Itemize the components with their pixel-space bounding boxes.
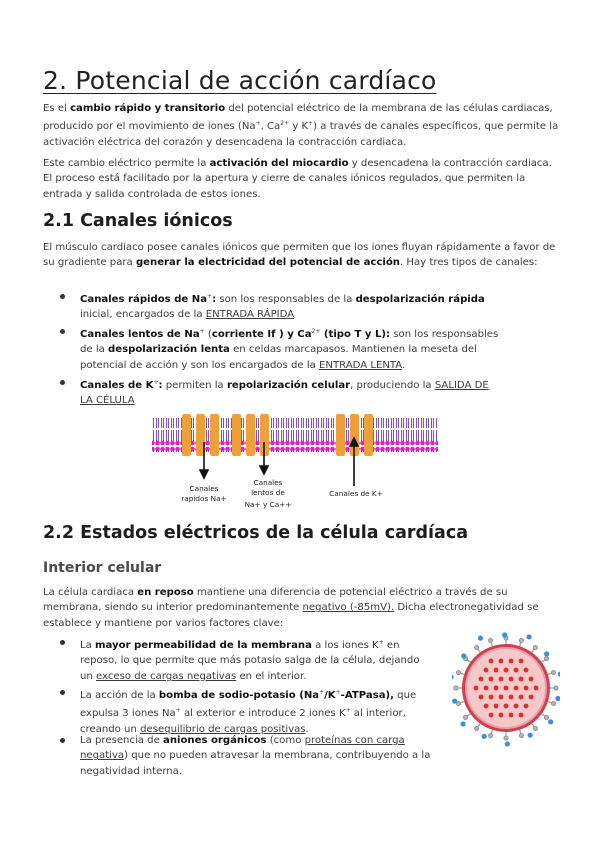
inner-ion <box>489 659 494 664</box>
inner-ion <box>499 713 504 718</box>
section-heading-canales: 2.1 Canales iónicos <box>43 211 233 231</box>
membrane-spike-head <box>544 715 548 719</box>
inner-ion <box>489 713 494 718</box>
outer-ion <box>461 653 466 658</box>
inner-ion <box>524 686 529 691</box>
list-item: Canales lentos de Na+ (corriente If ) y $Ca^{2+}$ (tipo T y L): son los responsables de la despolarización lenta en celdas marcapasos. Mantienen la meseta del potencial de acción y son los encargados de la ENTRADA LENTA. <box>80 328 499 371</box>
canales-paragraph: El músculo cardiaco posee canales iónicos que permiten que los iones fluyan rápidamente a favor de su gradiente para generar la electricidad del potencial de acción. Hay tres tipos de canales: <box>43 242 556 269</box>
label-fast-na: Canales <box>189 484 219 493</box>
membrane-spike-head <box>475 726 479 730</box>
outer-ion <box>526 634 531 639</box>
membrane-spike-head <box>454 686 458 690</box>
inner-ion <box>474 686 479 691</box>
inner-ion <box>514 704 519 709</box>
list-item: La acción de la bomba de sodio-potasio (Na+/K+-ATPasa), que expulsa 3 iones Na+ al exterior e introduce 2 iones K+ al interior, creando un desequilibrio de cargas positivas. <box>80 689 417 735</box>
inner-ion <box>484 704 489 709</box>
inner-ion <box>499 659 504 664</box>
inner-ion <box>499 695 504 700</box>
inner-ion <box>494 686 499 691</box>
outer-ion <box>502 632 507 637</box>
inner-ion <box>519 713 524 718</box>
inner-ion <box>494 704 499 709</box>
inner-ion <box>524 668 529 673</box>
bullet-dot <box>60 329 66 335</box>
label-fast-na: rapidos Na+ <box>181 494 227 503</box>
label-slow: Na+ y Ca++ <box>244 500 292 509</box>
inner-ion <box>514 686 519 691</box>
membrane-spike-head <box>475 646 479 650</box>
label-slow: Canales <box>253 478 283 487</box>
membrane-spike-head <box>533 726 537 730</box>
outer-ion <box>558 672 560 677</box>
membrane-spike-head <box>552 671 556 675</box>
inner-ion <box>504 686 509 691</box>
inner-ion <box>509 695 514 700</box>
estados-paragraph: La célula cardiaca en reposo mantiene una diferencia de potencial eléctrico a través de su membrana, siendo su interior predominantemente negativo (-85mV). Dicha electronegatividad se establece y mantiene por varios factores clave: <box>43 587 539 629</box>
second-paragraph: Este cambio eléctrico permite la activación del miocardio y desencadena la contracción cardiaca. El proceso está facilitado por la apertura y cierre de canales iónicos regulados, que permiten la entrada y salida controlada de estos iones. <box>43 158 552 200</box>
lipid-bilayer <box>152 418 438 452</box>
inner-ion <box>494 668 499 673</box>
membrane-spike-head <box>489 734 493 738</box>
inner-ion <box>519 695 524 700</box>
list-item: Canales rápidos de Na+: son los responsables de la despolarización rápida inicial, encargados de la ENTRADA RÁPIDA <box>80 293 485 321</box>
outer-ion <box>452 674 454 679</box>
membrane-spike-head <box>554 686 558 690</box>
inner-ion <box>489 677 494 682</box>
outer-ion <box>505 741 510 746</box>
outer-ion <box>555 696 560 701</box>
page-title: 2. Potencial de acción cardíaco <box>43 66 437 95</box>
inner-ion <box>519 659 524 664</box>
membrane-spike-head <box>519 638 523 642</box>
outer-ion <box>482 734 487 739</box>
inner-ion <box>534 686 539 691</box>
list-item: La presencia de aniones orgánicos (como proteínas con carga negativa) que no pueden atravesar la membrana, contribuyendo a la negatividad interna. <box>80 735 431 777</box>
inner-ion <box>499 677 504 682</box>
subsection-heading: Interior celular <box>43 560 162 576</box>
outer-ion <box>478 636 483 641</box>
cell-illustration <box>452 622 560 762</box>
label-k: Canales de K+ <box>329 489 383 498</box>
inner-ion <box>519 677 524 682</box>
inner-ion <box>484 686 489 691</box>
inner-ion <box>504 668 509 673</box>
inner-ion <box>529 677 534 682</box>
bullet-dot <box>60 294 66 300</box>
inner-ion <box>524 704 529 709</box>
inner-ion <box>529 695 534 700</box>
inner-ion <box>479 695 484 700</box>
membrane-spike-head <box>552 701 556 705</box>
ion-channel-figure <box>140 412 440 518</box>
membrane-spike-head <box>544 657 548 661</box>
outer-ion <box>548 719 553 724</box>
membrane-spike-head <box>456 671 460 675</box>
list-item: La mayor permeabilidad de la membrana a los iones K+ en reposo, lo que permite que más potasio salga de la célula, dejando un exceso de cargas negativas en el interior. <box>80 639 420 682</box>
membrane-spike-head <box>519 734 523 738</box>
section-heading-estados: 2.2 Estados eléctricos de la célula cardíaca <box>43 523 469 543</box>
membrane-spike-head <box>489 638 493 642</box>
outer-ion <box>452 698 457 703</box>
bullet-dot <box>60 640 66 646</box>
channel-shape <box>182 414 219 456</box>
bullet-dot <box>60 690 66 696</box>
membrane-spike-head <box>504 736 508 740</box>
inner-ion <box>504 704 509 709</box>
inner-ion <box>479 677 484 682</box>
membrane-spike-head <box>533 646 537 650</box>
intro-paragraph: Es el cambio rápido y transitorio del potencial eléctrico de la membrana de las células cardiacas, producido por el movimiento de iones (Na+, $Ca^{2+}$ y K+) a través de canales específicos, que permite la activación eléctrica del corazón y desencadena la contracción cardiaca. <box>43 103 559 148</box>
bullet-dot <box>60 738 66 744</box>
inner-ion <box>489 695 494 700</box>
label-slow: lentos de <box>251 488 285 497</box>
inner-ion <box>509 659 514 664</box>
outer-ion <box>544 651 549 656</box>
inner-ion <box>509 713 514 718</box>
list-item: Canales de K+: permiten la repolarización celular, produciendo la SALIDA DE LA CÉLULA <box>80 379 489 407</box>
membrane-spike-head <box>464 715 468 719</box>
outer-ion <box>528 733 533 738</box>
inner-ion <box>509 677 514 682</box>
inner-ion <box>514 668 519 673</box>
membrane-spike-head <box>456 701 460 705</box>
bullet-dot <box>60 380 66 386</box>
outer-ion <box>460 721 465 726</box>
inner-ion <box>484 668 489 673</box>
